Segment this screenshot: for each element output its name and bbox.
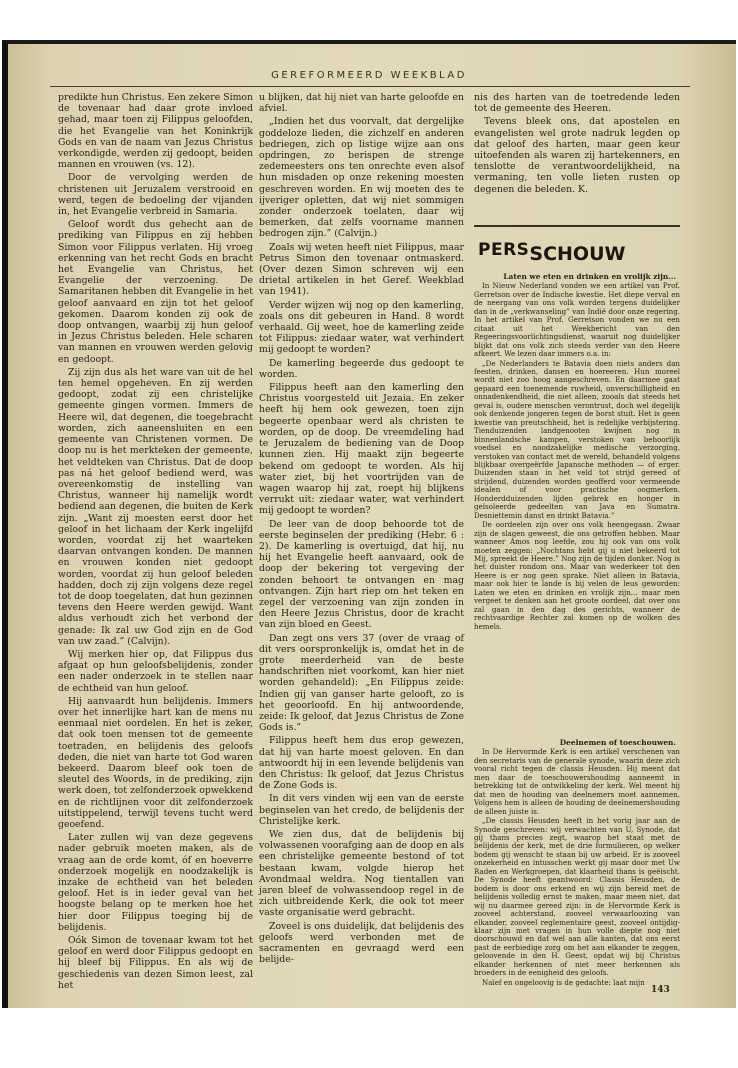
header-rule	[50, 86, 690, 87]
paragraph: Later zullen wij van deze gegevens nader gebruik moeten maken, als de vraag aan de orde komt, óf en hoeverre onderzoek mogelijk en noodzakelijk is inzake de echtheid van het beleden geloof. Het is in ieder geval van het hoogste belang op te merken hoe het hier door Filippus toeging bij de belijdenis.	[58, 832, 253, 933]
paragraph: Filippus heeft aan den kamerling den Christus voorgesteld uit Jezaia. En zeker heeft hij hem ook gewezen, toen zijn begeerte openbaar werd als christen te worden, op de doop. De vreemdeling had te Jeruzalem de bediening van de Doop kunnen zien. Hij maakt zijn begeerte bekend om gedoopt te worden. Als hij water ziet, bij het voortrijden van de wagen waarop hij zat, roept hij blijkens verrukt uit: ziedaar water, wat verhindert mij gedoopt te worden?	[259, 382, 464, 517]
paragraph: De oordeelen zijn over ons volk heengegaan. Zwaar zijn de slagen geweest, die ons getroffen hebben. Maar wanneer Amos nog leefde, zou hij ook van ons volk moeten zeggen: „Nochtans hebt gij u niet bekeerd tot Mij, spreekt de Heere.” Nog zijn de tijden donker. Nog is het duister rondom ons. Maar van wederkeer tot den Heere is er nog geen sprake. Niet alleen in Batavia, maar ook hier te lande is bij velen de leus geworden: Laten we eten en drinken en vrolijk zijn... maar men vergeet te denken aan het groote oordeel, dat over ons zal gaan in den dag des gerichts, wanneer de rechtvaardige Rechter zal komen op de wolken des hemels.	[474, 520, 680, 631]
paragraph: Filippus heeft hem dus erop gewezen, dat hij van harte moest geloven. En dan antwoordt hij in een levende belijdenis van den Christus: Ik geloof, dat Jezus Christus de Zone Gods is.	[259, 735, 464, 792]
paragraph: De leer van de doop behoorde tot de eerste beginselen der prediking (Hebr. 6 : 2). De kamerling is overtuigd, dat hij, nu hij het Evangelie heeft aanvaard, ook de doop der bekering tot vergeving der zonden behoort te ontvangen en mag ontvangen. Zijn hart riep om het teken en zegel der verzoening van zijn zonden in den Heere Jezus Christus, door de kracht van zijn bloed en Geest.	[259, 518, 464, 631]
perschouw-logo-part1: PERS	[478, 240, 530, 260]
column-middle	[259, 92, 464, 982]
perschouw-section-1	[474, 272, 680, 734]
paragraph: Oók Simon de tovenaar kwam tot het geloof en werd door Filippus gedoopt en hij bleef bij Filippus. En als wij de geschiedenis van dezen Simon leest, zal het	[58, 935, 253, 991]
subheading: Deelnemen of toeschouwen.	[559, 738, 676, 747]
paragraph: „De classis Heusden heeft in het vorig jaar aan de Synode geschreven: wij verwachten van U, Synode, dat gij thans precies zegt, waarop het staat met de belijdenis der kerk, met de drie formulieren, op welker bodem gij wenscht te staan bij uw arbeid. Er is zooveel onzekerheid en intusschen werkt gij maar door met Uw Raden en Werkgroepen, dat klaarheid thans is geëischt. De Synode heeft geantwoord: Classis Heusden, de bodem is door ons erkend en wij zijn bereid met de belijdenis volledig ernst te maken, maar meen niet, dat wij nu daarmee gereed zijn: in de Hervormde Kerk is zooveel achterstand, zooveel verwaarloozing van elkander, zooveel reglementaire geest, zooveel ontijdig-klaar zijn met vragen in hun volle diepte nog niet doorschouwd en dat wel aan alle kanten, dat ons eerst past de eerbiedige zorg om het aan elkander te zeggen, geloovende in den H. Geest, opdat wij bij Christus elkander herkennen of niet meer herkennen als broeders in de eenigheid des geloofs.	[474, 816, 680, 978]
paragraph: Wij merken hier op, dat Filippus dus afgaat op hun geloofsbelijdenis, zonder een nader onderzoek in te stellen naar de echtheid van hun geloof.	[58, 648, 253, 694]
paragraph: u blijken, dat hij niet van harte geloofde en afviel.	[259, 92, 464, 115]
perschouw-logo	[478, 238, 678, 266]
paragraph: predikte hun Christus. Een zekere Simon de tovenaar had daar grote invloed gehad, maar toen zij Filippus geloofden, die het Evangelie van het Koninkrijk Gods en van de naam van Jezus Christus verkondigde, werden zij gedoopt, beiden mannen en vrouwen (vs. 12).	[58, 92, 253, 171]
paragraph: In dit vers vinden wij een van de eerste beginselen van het credo, de belijdenis der Christelijke kerk.	[259, 793, 464, 827]
perschouw-logo-part2: SCHOUW	[529, 243, 626, 265]
paragraph: „De Nederlanders te Batavia doen niets anders dan feesten, drinken, dansen en hoereeren. Hun moreel wordt niet zoo hoog aangeschreven. En daarmee gaat gepaard een toenemende ruwheid, onverschilligheid en onnadenkendheid, die niet alleen, zooals dat steeds het geval is, oudere menschen verontrust, doch wel degelijk ook denkende jongeren tegen de borst stuit. Het is geen kwestie van preutschheid, het is redelijke verbijstering. Tienduizenden landgenooten kwijnen nog in binnenlandsche kampen, verstoken van behoorlijk voedsel en noodzakelijke medische verzorging, verstoken van contact met de wereld, behandeld volgens blijkbaar overgeërfde Japansche methoden — of erger. Duizenden staan in het veld tot strijd gereed of strijdend, duizenden worden geofferd voor vermeende idealen of voor practische oogmerken. Honderdduizenden lijden gebrek en honger in geïsoleerde gedeelten van Java en Sumatra. Desniettemin danst en drinkt Batavia.”	[474, 358, 680, 520]
paragraph: In De Hervormde Kerk is een artikel verschenen van den secretaris van de generale synode, waarin deze zich vooral richt tegen de classis Heusden. Hij meent dat men daar de toeschouwershouding aanneemt in betrekking tot de ontwikkeling der kerk. Wel meent hij dat men de houding van deelnemers moet aannemen. Volgens hem is alleen de houding de deelnemershouding de alleen juiste is.	[474, 747, 680, 816]
paragraph: nis des harten van de toetredende leden tot de gemeente des Heeren.	[474, 92, 680, 115]
paragraph: Verder wijzen wij nog op den kamerling, zoals ons dit gebeuren in Hand. 8 wordt verhaald. Gij weet, hoe de kamerling zeide tot Filippus: ziedaar water, wat verhindert mij gedoopt te worden?	[259, 299, 464, 356]
column-left	[58, 92, 253, 991]
paragraph: De kamerling begeerde dus gedoopt te worden.	[259, 357, 464, 380]
paragraph: Zoveel is ons duidelijk, dat belijdenis des geloofs werd verbonden met de sacramenten en gevraagd werd een belijde-	[259, 920, 464, 966]
paragraph: We zien dus, dat de belijdenis bij volwassenen voorafging aan de doop en als een christelijke gemeente bestond of tot bestaan kwam, volgde hierop het Avondmaal weldra. Nog tientallen van jaren bleef de volwassendoop regel in de zich uitbreidende Kerk, die ook tot meer vaste organisatie werd gebracht.	[259, 829, 464, 919]
paragraph: In Nieuw Nederland vonden we een artikel van Prof. Gerretson over de Indische kwestie. Het diepe verval en de neergang van ons volk worden tergens duidelijker dan in de „verkwanseling” van Indië door onze regering. In het artikel van Prof. Gerretson vonden we nu een citaat uit het Weekbericht van den Regeeringsvoorlichtingsdienst, waaruit nog duidelijker blijkt dat ons volk zich steeds verder van den Heere afkeert. We lezen daar immers o.a. in:	[474, 281, 680, 359]
paragraph: Zij zijn dus als het ware van uit de hel ten hemel opgeheven. En zij werden gedoopt, zodat zij een christelijke gemeente gingen vormen. Immers de Heere wil, dat degenen, die toegebracht worden, zich aaneensluiten en een gemeente van Christenen vormen. De doop nu is het merkteken der gemeente, het veldteken van Christus. Dat de doop pas ná het geloof bediend werd, was overeenkomstig de instelling van Christus, wanneer hij namelijk wordt bediend aan degenen, die buiten de Kerk zijn. „Want zij moesten eerst door het geloof in het lichaam der Kerk ingelijfd worden, voordat zij het waarteken daarvan ontvangen konden. De mannen en vrouwen konden niet gedoopt worden, voordat zij hun geloof beleden hadden, doch zij zijn volgens deze regel tot de doop toegelaten, dat hun gezinnen tevens den Heere werden gewijd. Want aldus verhoudt zich het verbond der genade: Ik zal uw God zijn en de God van uw zaad.” (Calvijn).	[58, 366, 253, 647]
section-divider	[474, 225, 680, 227]
paragraph: Dan zegt ons vers 37 (over de vraag of dit vers oorspronkelijk is, omdat het in de grote meerderheid van de beste handschriften niet voorkomt, kan hier niet worden gehandeld): „En Filippus zeide: Indien gij van ganser harte gelooft, zo is het geoorloofd. En hij antwoordende, zeide: Ik geloof, dat Jezus Christus de Zone Gods is.”	[259, 632, 464, 734]
perschouw-section-2	[474, 738, 680, 990]
subheading: Laten we eten en drinken en vrolijk zijn...	[503, 272, 676, 281]
running-header: GEREFORMEERD WEEKBLAD	[271, 70, 467, 81]
paragraph: Naïef en ongeloovig is de gedachte: laat mijn	[482, 977, 645, 987]
page-number: 143	[651, 985, 670, 995]
paragraph: Geloof wordt dus gehecht aan de prediking van Filippus en zij hebben Simon voor Filippus verlaten. Hij vroeg erkenning van het recht Gods en bracht het Evangelie van Christus, het Evangelie der verzoening. De Samaritanen hebben dit Evangelie in het geloof aanvaard en zijn tot het geloof gekomen. Daarom konden zij ook de doop ontvangen, waarbij zij hun geloof in Jezus Christus beleden. Hele scharen van mannen en vrouwen werden gelovig en gedoopt.	[58, 219, 253, 365]
paragraph: „Indien het dus voorvalt, dat dergelijke goddeloze lieden, die zichzelf en anderen bedriegen, zich op listige wijze aan ons opdringen, zo berispen de strenge zedemeesters ons ten onrechte even alsof hun misdaden op onze rekening moesten geschreven worden. En wij moeten des te ijveriger opletten, dat wij niet sommigen zonder onderzoek toelaten, daar wij bemerken, dat zelfs voorname mannen bedrogen zijn.” (Calvijn.)	[259, 116, 464, 240]
paragraph: Zoals wij weten heeft niet Filippus, maar Petrus Simon den tovenaar ontmaskerd. (Over dezen Simon schreven wij een drietal artikelen in het Geref. Weekblad van 1941).	[259, 241, 464, 298]
column-right-top	[474, 92, 680, 222]
paragraph: Door de vervolging werden de christenen uit Jeruzalem verstrooid en werd, tegen de bedoeling der vijanden in, het Evangelie verbreid in Samaria.	[58, 172, 253, 218]
paragraph: Hij aanvaardt hun belijdenis. Immers over het innerlijke hart kan de mens nu eenmaal niet oordelen. En het is zeker, dat ook toen mensen tot de gemeente toetraden, en belijdenis des geloofs deden, die niet van harte tot God waren bekeerd. Daarom bleef ook toen de sleutel des Woords, in de prediking, zijn werk doen, tot zelfonderzoek opwekkend en de richtlijnen voor dit zelfonderzoek uitstippelend, terwijl tevens tucht werd geoefend.	[58, 695, 253, 830]
paragraph: Tevens bleek ons, dat apostelen en evangelisten wel grote nadruk legden op dat geloof des harten, maar geen keur uitoefenden als waren zij hartekenners, en tenslotte de verantwoordelijkheid, na vermaning, ten volle lieten rusten op degenen die beleden. K.	[474, 116, 680, 195]
